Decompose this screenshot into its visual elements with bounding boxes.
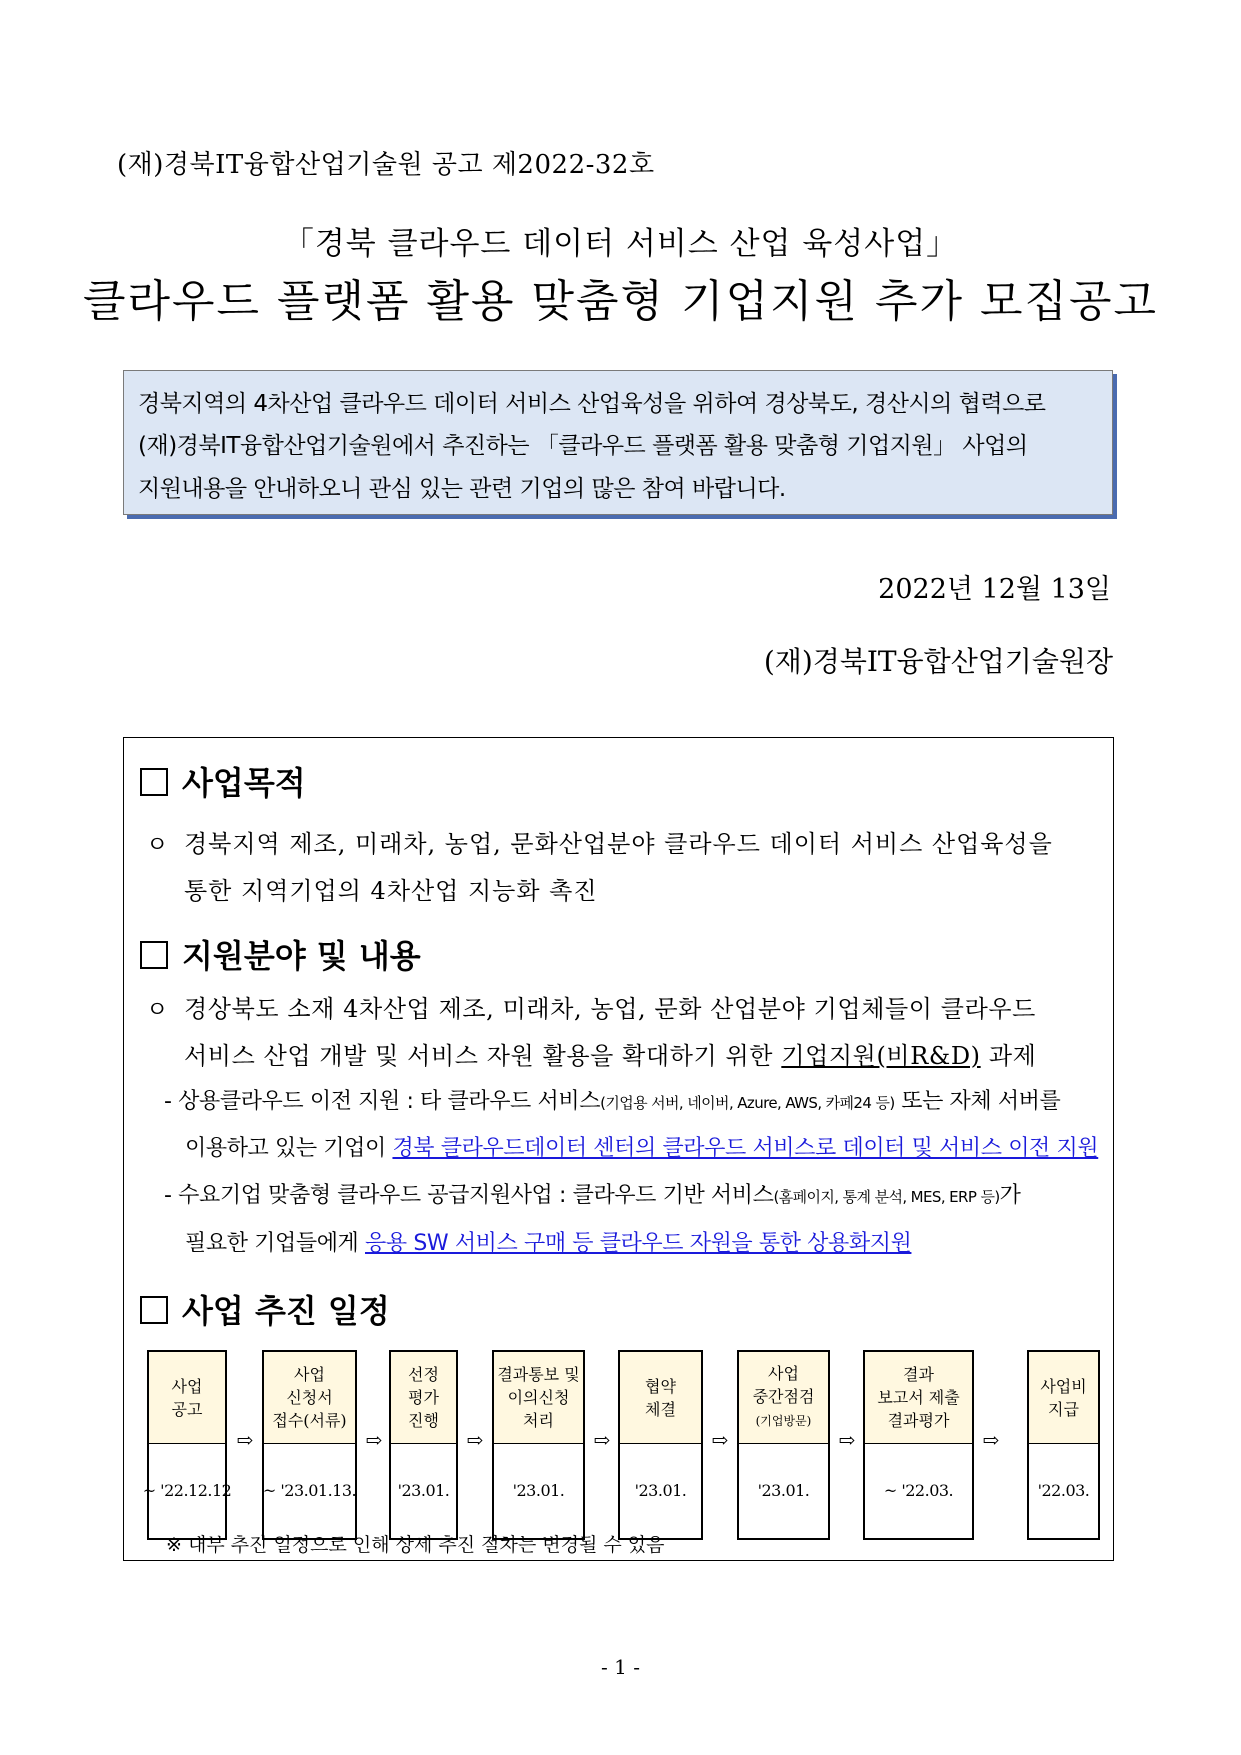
content-box bbox=[123, 737, 1114, 1561]
support-line-2: 서비스 산업 개발 및 서비스 자원 활용을 확대하기 위한 기업지원(비R&D) 과제 bbox=[184, 1042, 1037, 1070]
support-line-1: 경상북도 소재 4차산업 제조, 미래차, 농업, 문화 산업분야 기업체들이 클라우드 bbox=[184, 995, 1036, 1023]
section-heading-support: 지원분야 및 내용 bbox=[140, 931, 421, 977]
intro-line-2: (재)경북IT융합산업기술원에서 추진하는 「클라우드 플랫폼 활용 맞춤형 기업지원」 사업의 bbox=[138, 433, 1028, 459]
notice-number: (재)경북IT융합산업기술원 공고 제2022-32호 bbox=[117, 150, 655, 180]
section-heading-schedule: 사업 추진 일정 bbox=[140, 1286, 390, 1332]
bullet-icon: ㅇ bbox=[146, 997, 169, 1023]
arrow-right-icon: ⇨ bbox=[365, 1428, 383, 1452]
intro-line-1: 경북지역의 4차산업 클라우드 데이터 서비스 산업육성을 위하여 경상북도, 경산시의 협력으로 bbox=[138, 391, 1046, 417]
schedule-step-evaluation: 선정 평가 진행 '23.01. bbox=[389, 1350, 458, 1540]
checkbox-square-icon bbox=[140, 768, 168, 796]
purpose-line-2: 통한 지역기업의 4차산업 지능화 촉진 bbox=[184, 877, 598, 905]
support-item-1: - 상용클라우드 이전 지원 : 타 클라우드 서비스(기업용 서버, 네이버, Azure, AWS, 카페24 등) 또는 자체 서버를 bbox=[164, 1089, 1061, 1114]
schedule-step-final-report: 결과 보고서 제출 결과평가 ~ '22.03. bbox=[863, 1350, 974, 1540]
support-type-label: 기업지원(비R&D) bbox=[781, 1042, 981, 1070]
schedule-step-announcement: 사업 공고 ~ '22.12.12 bbox=[147, 1350, 227, 1540]
support-item-1-line-2: 이용하고 있는 기업이 경북 클라우드데이터 센터의 클라우드 서비스로 데이터 및 서비스 이전 지원 bbox=[185, 1136, 1099, 1161]
section-heading-purpose: 사업목적 bbox=[140, 758, 306, 804]
program-subtitle: 「경북 클라우드 데이터 서비스 산업 육성사업」 bbox=[282, 226, 959, 262]
purpose-line-1: 경북지역 제조, 미래차, 농업, 문화산업분야 클라우드 데이터 서비스 산업육성을 bbox=[184, 830, 1053, 858]
support-item-2-line-2: 필요한 기업들에게 응용 SW 서비스 구매 등 클라우드 자원을 통한 상용화지원 bbox=[185, 1231, 912, 1256]
schedule-step-application: 사업 신청서 접수(서류) ~ '23.01.13. bbox=[262, 1350, 357, 1540]
support-item-2: - 수요기업 맞춤형 클라우드 공급지원사업 : 클라우드 기반 서비스(홈페이지, 통계 분석, MES, ERP 등)가 bbox=[164, 1183, 1021, 1208]
intro-box bbox=[123, 370, 1113, 515]
checkbox-square-icon bbox=[140, 941, 168, 969]
arrow-right-icon: ⇨ bbox=[982, 1428, 1000, 1452]
issuer-name: (재)경북IT융합산업기술원장 bbox=[763, 645, 1113, 678]
schedule-step-payment: 사업비 지급 '22.03. bbox=[1027, 1350, 1100, 1540]
commercialization-support-link: 응용 SW 서비스 구매 등 클라우드 자원을 통한 상용화지원 bbox=[365, 1231, 912, 1256]
schedule-step-result-notice: 결과통보 및 이의신청 처리 '23.01. bbox=[492, 1350, 585, 1540]
schedule-note: ※ 내부 추진 일정으로 인해 상세 추진 절차는 변경될 수 있음 bbox=[166, 1534, 665, 1556]
arrow-right-icon: ⇨ bbox=[466, 1428, 484, 1452]
arrow-right-icon: ⇨ bbox=[838, 1428, 856, 1452]
page-number: - 1 - bbox=[601, 1655, 640, 1679]
schedule-step-agreement: 협약 체결 '23.01. bbox=[618, 1350, 703, 1540]
bullet-icon: ㅇ bbox=[146, 832, 169, 858]
schedule-step-interim-check: 사업 중간점검 (기업방문) '23.01. bbox=[737, 1350, 830, 1540]
notice-date: 2022년 12월 13일 bbox=[878, 574, 1111, 605]
arrow-right-icon: ⇨ bbox=[711, 1428, 729, 1452]
arrow-right-icon: ⇨ bbox=[593, 1428, 611, 1452]
page-title: 클라우드 플랫폼 활용 맞춤형 기업지원 추가 모집공고 bbox=[82, 276, 1158, 327]
checkbox-square-icon bbox=[140, 1296, 168, 1324]
migration-support-link: 경북 클라우드데이터 센터의 클라우드 서비스로 데이터 및 서비스 이전 지원 bbox=[392, 1136, 1099, 1161]
arrow-right-icon: ⇨ bbox=[236, 1428, 254, 1452]
intro-line-3: 지원내용을 안내하오니 관심 있는 관련 기업의 많은 참여 바랍니다. bbox=[138, 476, 786, 502]
